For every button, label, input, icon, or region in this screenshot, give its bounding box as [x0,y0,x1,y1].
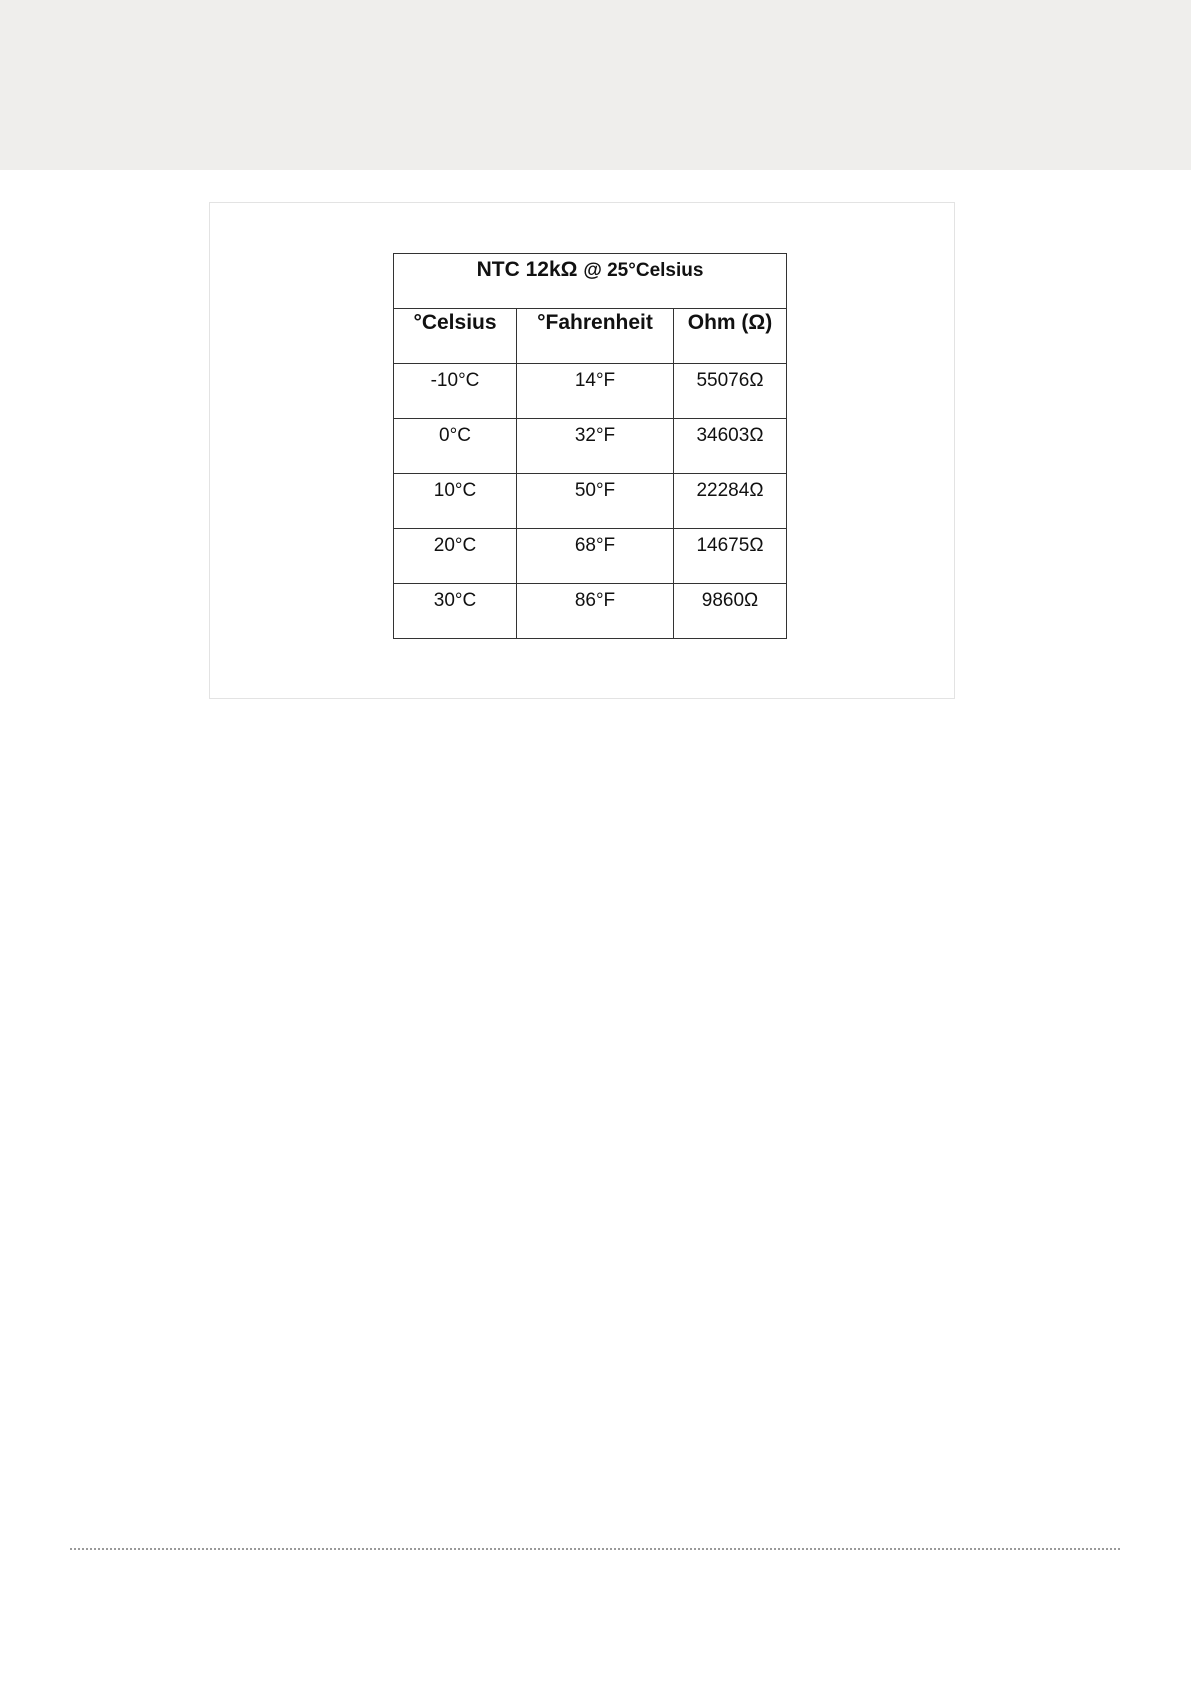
cell-ohm: 22284Ω [674,474,787,529]
cell-fahrenheit: 14°F [517,364,674,419]
table-title-main: NTC 12kΩ [476,258,578,281]
column-header-celsius: °Celsius [394,309,517,364]
cell-ohm: 9860Ω [674,584,787,639]
cell-fahrenheit: 50°F [517,474,674,529]
table-row [394,584,787,639]
cell-fahrenheit: 68°F [517,529,674,584]
cell-celsius: -10°C [394,364,517,419]
cell-celsius: 10°C [394,474,517,529]
column-header-fahrenheit: °Fahrenheit [517,309,674,364]
column-header-ohm: Ohm (Ω) [674,309,787,364]
cell-ohm: 55076Ω [674,364,787,419]
table-row [394,529,787,584]
table-title-row [394,254,787,309]
ntc-resistance-table [393,253,787,639]
table-title [394,254,787,309]
cell-celsius: 30°C [394,584,517,639]
table-row [394,419,787,474]
cell-fahrenheit: 86°F [517,584,674,639]
table-row [394,474,787,529]
table-header-row [394,309,787,364]
cell-fahrenheit: 32°F [517,419,674,474]
footer-dotted-rule [70,1548,1120,1550]
cell-ohm: 14675Ω [674,529,787,584]
table-row [394,364,787,419]
cell-ohm: 34603Ω [674,419,787,474]
cell-celsius: 0°C [394,419,517,474]
page-header-band [0,0,1191,170]
table-title-sub: @ 25°Celsius [583,260,704,281]
cell-celsius: 20°C [394,529,517,584]
